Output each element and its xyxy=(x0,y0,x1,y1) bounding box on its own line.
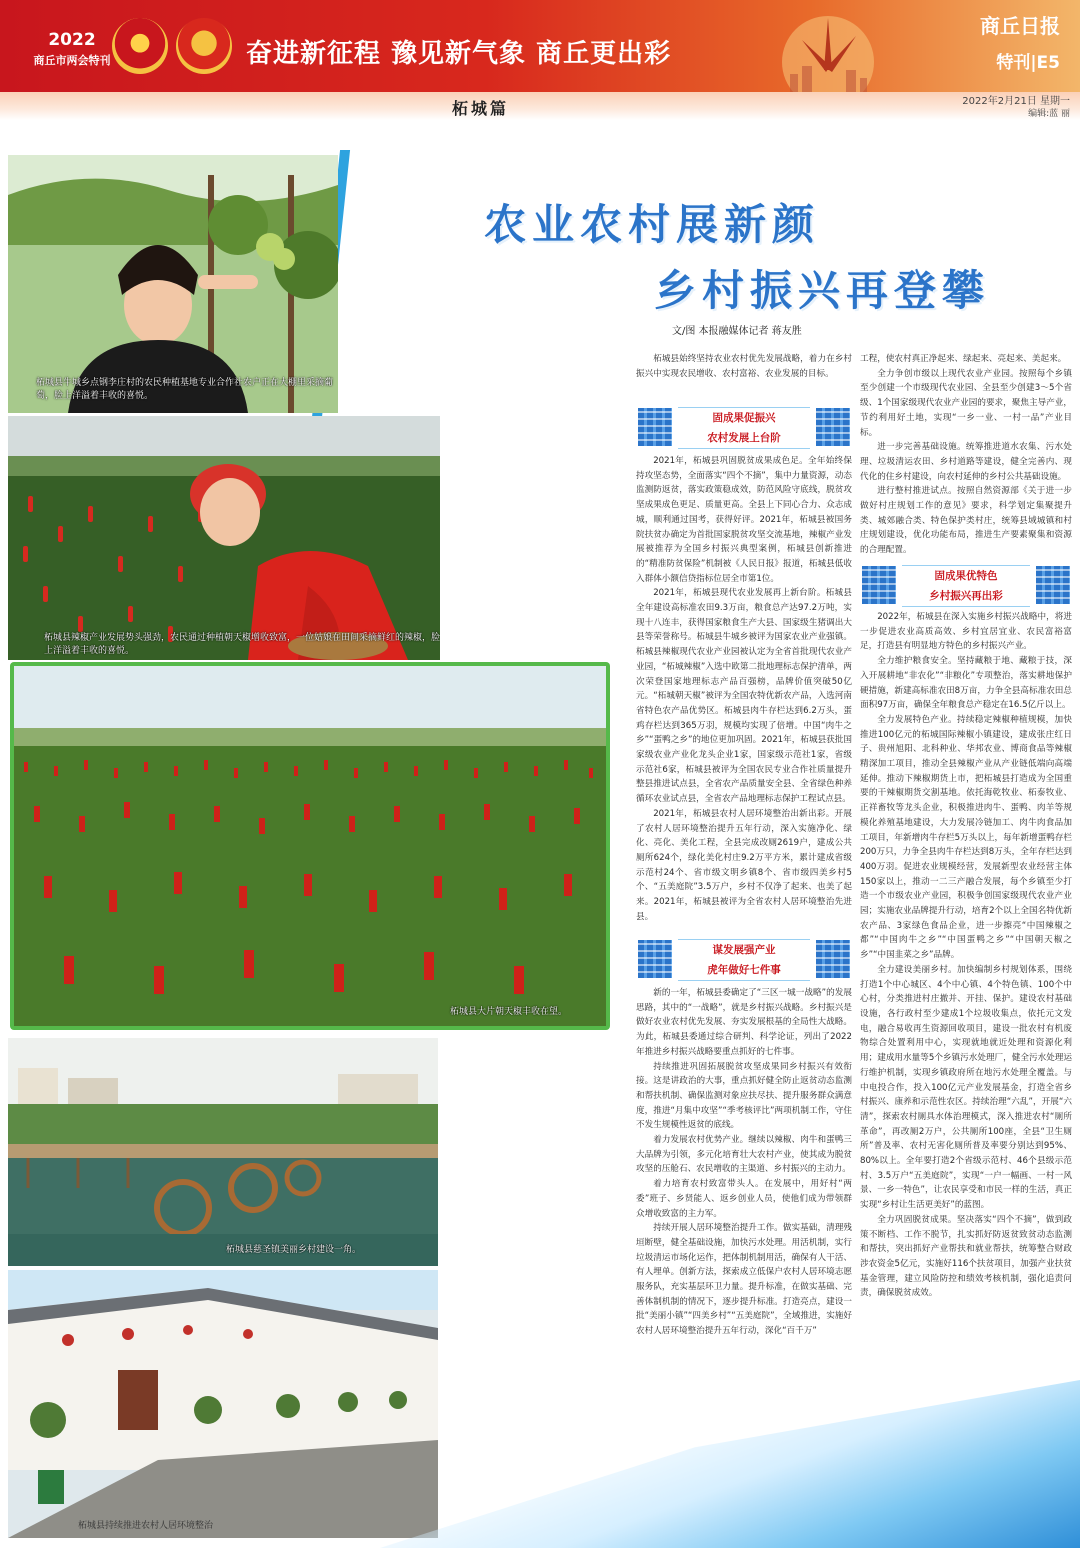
special-issue-year: 2022 xyxy=(48,30,96,50)
article-column-2b xyxy=(860,610,1072,1334)
paragraph: 进一步完善基础设施。统筹推进道水农集、污水处理、垃圾清运农田、乡村道路等建设，健全完善内、现代化的住乡村建设，向农村延伸的乡村公共基础设施。 xyxy=(860,442,1072,482)
intro-paragraph: 柘城县始终坚持农业农村优先发展战略，着力在乡村振兴中实现农民增收、农村富裕、农业发展的目标。 xyxy=(636,354,852,379)
subhead-1 xyxy=(638,404,850,450)
waterwheel-park-illustration xyxy=(8,1038,438,1266)
qr-code-icon xyxy=(638,940,672,978)
decorative-blue-swoosh xyxy=(380,1380,1080,1548)
waterwheel-park-photo xyxy=(8,1038,438,1266)
masthead xyxy=(0,0,1080,92)
grape-picking-photo xyxy=(8,155,338,413)
qr-code-icon xyxy=(816,940,850,978)
village-street-photo xyxy=(8,1270,438,1538)
subhead-3-text: 固成果优特色 乡村振兴再出彩 xyxy=(902,565,1030,607)
section-title: 柘城篇 xyxy=(452,99,510,118)
paragraph: 持续开展人居环境整治提升工作。做实基础，清理残垣断壁，健全基础设施，加快污水处理。用活机制，实行垃圾清运市场化运作，把体制机制用活，确保有人干活、有人埋单。创新方法，探索成立低保户农村人居环境志愿服务队，充实基层环卫力量。提升标准，在做实基础、完善体制机制的情况下，逐步提升标准。打造亮点，建设一批“美丽小镇”“四美乡村”“五美庭院”，全域推进，实施好农村人居环境整治提升五年行动，深化“百千万” xyxy=(636,1223,852,1337)
qr-code-icon xyxy=(816,408,850,446)
paragraph: 进行整村推进试点。按照自然资源部《关于进一步做好村庄规划工作的意见》要求，科学划定集聚提升类、城郊融合类、特色保护类村庄，统筹县域城镇和村庄规划建设，优化功能布局，推进生产要素聚集和资源的合理配置。 xyxy=(860,486,1072,556)
byline: 文/图 本报融媒体记者 蒋友胜 xyxy=(672,326,802,337)
paragraph: 着力培育农村致富带头人。在发展中，用好村“两委”班子、乡贤能人、返乡创业人员，使他们成为带领群众增收致富的主力军。 xyxy=(636,1179,852,1219)
headline-line-2: 乡村振兴再登攀 xyxy=(654,266,991,315)
paragraph: 工程，使农村真正净起来、绿起来、亮起来、美起来。 xyxy=(860,354,1067,364)
paragraph: 全力争创市级以上现代农业产业园。按照每个乡镇至少创建一个市级现代农业园、全县至少创建3～5个省级、1个国家级现代农业产业园的要求，聚焦主导产业，节约利用好土地，实现“一乡一业、一村一品”产业目标。 xyxy=(860,368,1072,438)
article-column-1b xyxy=(636,986,852,1356)
subhead-2 xyxy=(638,936,850,982)
pepper-harvest-illustration xyxy=(8,416,440,660)
paragraph: 2022年，柘城县在深入实施乡村振兴战略中，将进一步促进农业高质高效、乡村宜居宜业、农民富裕富足，打造县有明显地方特色的乡村振兴产业。 xyxy=(860,612,1072,652)
photo-caption: 柘城县辣椒产业发展势头强劲，农民通过种植朝天椒增收致富，一位姑娘在田间采摘鲜红的辣椒，脸上洋溢着丰收的喜悦。 xyxy=(44,633,440,656)
subhead-1-text: 固成果促振兴 农村发展上台阶 xyxy=(678,407,810,449)
paragraph: 全力维护粮食安全。坚持藏粮于地、藏粮于技，深入开展耕地“非农化”“非粮化”专项整治，落实耕地保护硬措施，新建高标准农田8万亩，力争全县高标准农田总面积97万亩，确保全年粮食总产稳定在16.5亿斤以上。 xyxy=(860,656,1072,711)
paragraph: 新的一年，柘城县委确定了“三区一城一战略”的发展思路，其中的“一战略”，就是乡村振兴战略。乡村振兴是做好农业农村优先发展、夯实发展根基的全局性大战略。为此，柘城县委通过综合研判、科学论证，列出了2022年推进乡村振兴战略要重点抓好的七件事。 xyxy=(636,988,852,1057)
pepper-field-photo xyxy=(14,666,606,1026)
cppcc-emblem-icon xyxy=(176,18,232,74)
qr-code-icon xyxy=(1036,566,1070,604)
pepper-field-illustration xyxy=(14,666,606,1026)
paragraph: 2021年，柘城县现代农业发展再上新台阶。柘城县全年建设高标准农田9.3万亩，粮食总产达97.2万吨，实现十八连丰，获得国家粮食生产大县、国家级生猪调出大县等荣誉称号。柘城县牛城乡被评为国家农业产业强镇。柘城县辣椒现代农业产业园被认定为全省首批现代农业产业园，“柘城辣椒”入选中欧第二批地理标志保护清单，两次荣登国家地理标志产品百强榜，品牌价值突破50亿元。“柘城朝天椒”被评为全国农特优新农产品，入选河南省特色农产品优势区。柘城县肉牛存栏达到6.2万头，蛋鸡存栏达到365万羽，规模均实现了倍增。中国“肉牛之乡”“蛋鸭之乡”的地位更加巩固。2021年，柘城县获批国家级农业产业化龙头企业1家，国家级示范社1家，省级示范社6家，柘城县被评为全国农民专业合作社质量提升整县推进试点县，全省农产品质量安全县、全省绿色种养循环农业试点县，全省农产品地理标志保护工程试点县。 xyxy=(636,588,852,805)
photo-caption: 柘城县大片朝天椒丰收在望。 xyxy=(450,1007,568,1017)
paragraph: 全力发展特色产业。持续稳定辣椒种植规模，加快推进100亿元的柘城国际辣椒小镇建设，建成张庄红日子、贵州旭阳、北科种业、华邦农业、博商食品等辣椒精深加工项目，推动全县辣椒产业从产业链低端向高端延伸。推动下辣椒期货上市，把柘城县打造成为全国重要的干辣椒期货交割基地。依托海乾牧业、柘泰牧业、正祥畜牧等龙头企业，积极推进肉牛、蛋鸭、肉羊等规模化养殖基地建设，大力发展冷链加工、肉牛肉食品加工项目，年新增肉牛存栏5万头以上，每年新增蛋鸭存栏200万只，力争全县肉牛存栏达到8万头，全年存栏达到400万羽。促进农业规模经营，发展新型农业经营主体150家以上，推动一二三产融合发展，每个乡镇至少打造一个市级农业产业园，积极争创国家级现代农业产业园；实施农业品牌提升行动，培育2个以上全国名特优新农产品、3家绿色食品企业，进一步擦亮“中国辣椒之都”“中国肉牛之乡”“中国蛋鸭之乡”“中国朝天椒之乡”“中国韭菜之乡”品牌。 xyxy=(860,714,1072,961)
pepper-harvest-photo xyxy=(8,416,440,660)
subhead-2-text: 谋发展强产业 虎年做好七件事 xyxy=(678,939,810,981)
article-column-1a xyxy=(636,454,852,930)
photo-caption: 柘城县持续推进农村人居环境整治 xyxy=(78,1521,214,1531)
editor-credit: 编辑:蓝 丽 xyxy=(1028,109,1070,119)
paragraph: 2021年，柘城县农村人居环境整治出新出彩。开展了农村人居环境整治提升五年行动，深入实施净化、绿化、亮化、美化工程，全县完成改厕2619户，建成公共厕所624个，绿化美化村庄9.2万平方米，累计建成省级示范村24个、省市级文明乡镇8个、省市级四美乡村5个、“五美庭院”3.5万户，乡村不仅净了起来、也美了起来。2021年，柘城县被评为全省农村人居环境整治先进县。 xyxy=(636,808,852,922)
issue-date: 2022年2月21日 星期一 xyxy=(962,96,1070,107)
paragraph: 全力建设美丽乡村。加快编制乡村规划体系，围绕打造1个中心城区、4个中心镇、4个特色镇、100个中心村，分类推进村庄撤并、开挂、保护。建设农村基础设施，各行政村至少建成1个垃圾收集点，依托元文发电，融合易收再生资源回收项目，建设一批农村有机废物综合处置利用中心，实现就地就近处理和资源化利用；建成用水量等5个乡镇污水处理厂，健全污水处理运行维护机制，实现乡镇政府所在地污水处理全覆盖。与中电投合作，投入100亿元产业发展基金，打造全省乡村振兴、康养和示范性农区。持续治理“六乱”，开展“六清”，探索农村厕具水体治理模式，深入推进农村“厕所革命”，再改厕2万户，公共厕所100座，全县“卫生厕所”普及率、农村无害化厕所普及率要分别达到95%、80%以上。全年要打造2个省级示范村、46个县级示范村、3.5万户“五美庭院”，实现“一户一幅画、一村一风景、一乡一特色”，让农民享受和市民一样的生活，真正实现“乡村让生活更美好”的蓝图。 xyxy=(860,964,1072,1211)
village-street-illustration xyxy=(8,1270,438,1538)
newspaper-name: 商丘日报 xyxy=(980,14,1060,38)
headline-line-1: 农业农村展新颜 xyxy=(484,200,821,249)
paragraph: 全力巩固脱贫成果。坚决落实“四个不摘”，做到政策不断档、工作不脱节，扎实抓好防返贫致贫动态监测和帮扶，突出抓好产业帮扶和就业帮扶，统筹整合财政涉农资金5亿元，实施好116个扶贫项目，加强产业扶贫基金管理，建立风险防控和绩效考核机制，强化追责问责，确保脱贫成效。 xyxy=(860,1214,1072,1299)
paragraph: 持续推进巩固拓展脱贫攻坚成果同乡村振兴有效衔接。这是讲政治的大事，重点抓好健全防止返贫动态监测和帮扶机制、确保监测对象应扶尽扶、提升服务群众满意度，推进“月集中攻坚”“季考核评比”两项机制工作，守住不发生规模性返贫的底线。 xyxy=(636,1061,852,1131)
special-issue-title: 商丘市两会特刊 xyxy=(33,54,111,67)
grape-picking-illustration xyxy=(8,155,338,413)
article-intro xyxy=(636,352,852,398)
subhead-3 xyxy=(862,562,1070,608)
edition-label: 特刊|E5 xyxy=(996,53,1060,73)
photo-caption: 柘城县牛城乡点钢李庄村的农民种植基地专业合作社农户正在大棚里采摘葡萄，脸上洋溢着丰收的喜悦。 xyxy=(36,378,334,401)
paragraph: 着力发展农村优势产业。继续以辣椒、肉牛和蛋鸭三大品牌为引领，多元化培育壮大农村产业，使其成为脱贫攻坚的压舱石、农民增收的主渠道、乡村振兴的主动力。 xyxy=(636,1135,852,1175)
qr-code-icon xyxy=(862,566,896,604)
qr-code-icon xyxy=(638,408,672,446)
national-emblem-icon xyxy=(112,18,168,74)
paragraph: 2021年，柘城县巩固脱贫成果成色足。全年始终保持攻坚态势，全面落实“四个不摘”，集中力量资源，动态监测防返贫，落实政策稳成效，防范风险守底线，脱贫攻坚成果成色更足、质量更高。全县上下同心合力、众志成城，顺利通过国考，获得好评。2021年，柘城县被国务院扶贫办确定为首批国家脱贫攻坚交流基地，辣椒产业发展被推荐为全国乡村振兴典型案例，柘城县创新推进的“精准防贫保险”机制被《人民日报》报道，柘城县低收入群体小额信贷指标位居全市第1位。 xyxy=(636,456,852,584)
article-column-2a xyxy=(860,352,1072,556)
masthead-slogan: 奋进新征程 豫见新气象 商丘更出彩 xyxy=(246,39,672,69)
photo-caption: 柘城县慈圣镇美丽乡村建设一角。 xyxy=(226,1245,362,1255)
